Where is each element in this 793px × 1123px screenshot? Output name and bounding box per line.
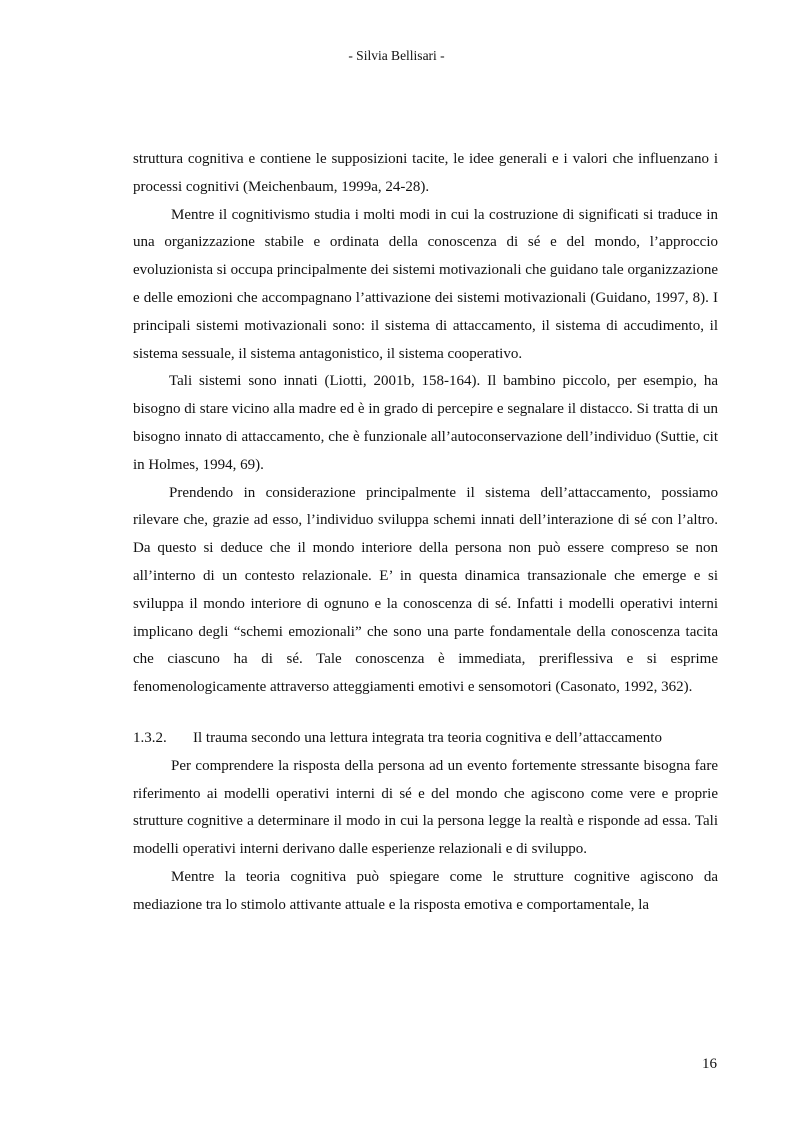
running-header: - Silvia Bellisari -	[348, 48, 445, 63]
section-title: Il trauma secondo una lettura integrata tra teoria cognitiva e dell’attaccamento	[193, 729, 662, 746]
section-number: 1.3.2.	[133, 729, 167, 746]
page-number: 16	[702, 1056, 717, 1072]
paragraph-operative-models: Per comprendere la risposta della persona ad un evento fortemente stressante bisogna fare riferimento ai modelli operativi interni di sé e del mondo che agiscono come vere e proprie strutture cognitive a determinare il modo in cui la persona legge la realtà e risponde ad essa. Tali modelli operativi interni derivano dalle esperienze relazionali e di sviluppo.	[133, 757, 718, 858]
body-text	[133, 146, 718, 920]
paragraph-attachment: Prendendo in considerazione principalmente il sistema dell’attaccamento, possiamo rilevare che, grazie ad esso, l’individuo sviluppa schemi innati dell’interazione di sé con l’altro. Da questo si deduce che il mondo interiore della persona non può essere compreso se non all’interno di un contesto relazionale. E’ in questa dinamica transazionale che emerge e si sviluppa il mondo interiore di ognuno e la conoscenza di sé. Infatti i modelli operativi interni implicano degli “schemi emozionali” che sono una parte fondamentale della conoscenza tacita che ciascuno ha di sé. Tale conoscenza è immediata, preriflessiva e si esprime fenomenologicamente attraverso atteggiamenti emotivi e sensomotori (Casonato, 1992, 362).	[133, 484, 718, 696]
paragraph-innate-systems: Tali sistemi sono innati (Liotti, 2001b, 158-164). Il bambino piccolo, per esempio, ha bisogno di stare vicino alla madre ed è in grado di percepire e segnalare il distacco. Si tratta di un bisogno innato di attaccamento, che è funzionale all’autoconservazione dell’individuo (Suttie, cit in Holmes, 1994, 69).	[133, 373, 718, 473]
paragraph-cognitive-theory: Mentre la teoria cognitiva può spiegare come le strutture cognitive agiscono da mediazione tra lo stimolo attivante attuale e la risposta emotiva e comportamentale, la	[133, 868, 718, 913]
paragraph-cognitivism: Mentre il cognitivismo studia i molti modi in cui la costruzione di significati si traduce in una organizzazione stabile e ordinata della conoscenza di sé e del mondo, l’approccio evoluzionista si occupa principalmente dei sistemi motivazionali che guidano tale organizzazione e delle emozioni che accompagnano l’attivazione dei sistemi motivazionali (Guidano, 1997, 8). I principali sistemi motivazionali sono: il sistema di attaccamento, il sistema di accudimento, il sistema sessuale, il sistema antagonistico, il sistema cooperativo.	[133, 206, 718, 362]
paragraph-continuation: struttura cognitiva e contiene le supposizioni tacite, le idee generali e i valori che influenzano i processi cognitivi (Meichenbaum, 1999a, 24-28).	[133, 151, 718, 195]
section-heading	[133, 725, 718, 753]
